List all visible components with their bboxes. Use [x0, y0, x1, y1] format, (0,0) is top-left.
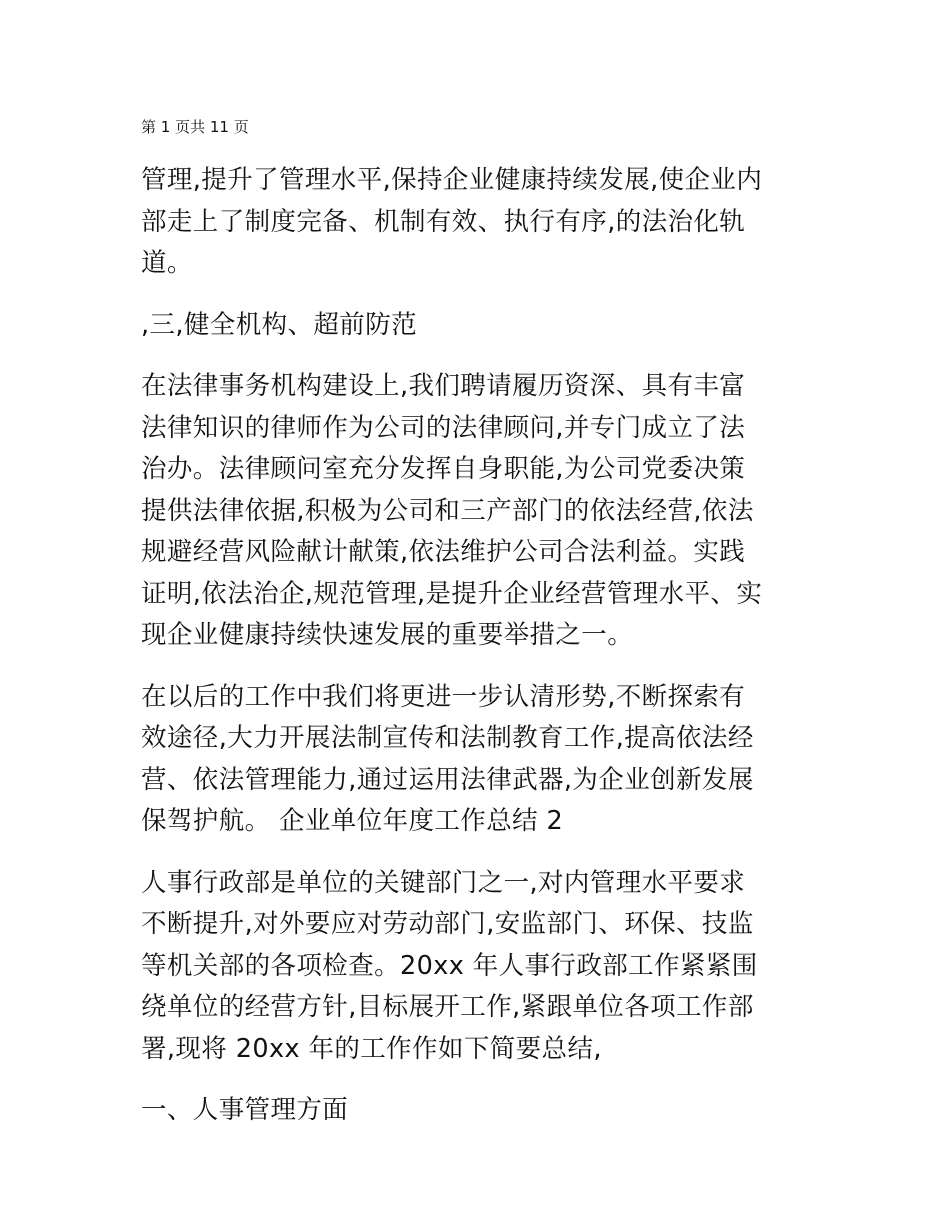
text-line: 提供法律依据,积极为公司和三产部门的依法经营,依法: [141, 495, 754, 526]
text-line: 保驾护航。 企业单位年度工作总结 2: [141, 806, 564, 836]
text-line: 不断提升,对外要应对劳动部门,安监部门、环保、技监: [141, 909, 754, 939]
section-heading-institutions: [141, 305, 811, 347]
text-line: 规避经营风险献计献策,依法维护公司合法利益。实践: [141, 537, 746, 567]
text-line: 人事行政部是单位的关键部门之一,对内管理水平要求: [141, 867, 746, 898]
text-line: 证明,依法治企,规范管理,是提升企业经营管理水平、实: [141, 578, 763, 609]
text-line: 在以后的工作中我们将更进一步认清形势,不断探索有: [141, 681, 746, 712]
paragraph-legal-affairs: [141, 366, 811, 657]
text-line: 管理,提升了管理水平,保持企业健康持续发展,使企业内: [141, 165, 763, 195]
section-heading-hr-management: [141, 1090, 811, 1132]
text-line: 现企业健康持续快速发展的重要举措之一。: [141, 620, 634, 650]
text-line: 营、依法管理能力,通过运用法律武器,为企业创新发展: [141, 764, 754, 795]
text-line: 道。: [141, 248, 193, 278]
document-body: [141, 160, 811, 1152]
text-line: 部走上了制度完备、机制有效、执行有序,的法治化轨: [141, 206, 746, 237]
heading-text: 一、人事管理方面: [141, 1095, 349, 1125]
page-number: 第 1 页共 11 页: [141, 118, 249, 136]
text-line: 效途径,大力开展法制宣传和法制教育工作,提高依法经: [141, 723, 754, 753]
paragraph-management-summary: [141, 160, 811, 285]
text-line: 绕单位的经营方针,目标展开工作,紧跟单位各项工作部: [141, 992, 754, 1022]
paragraph-future-work: [141, 677, 811, 843]
text-line: 治办。法律顾问室充分发挥自身职能,为公司党委决策: [141, 454, 746, 484]
text-line: 法律知识的律师作为公司的法律顾问,并专门成立了法: [141, 412, 746, 443]
text-line: 等机关部的各项检查。20xx 年人事行政部工作紧紧围: [141, 950, 758, 981]
heading-text: ,三,健全机构、超前防范: [141, 309, 418, 340]
text-line: 署,现将 20xx 年的工作作如下简要总结,: [141, 1033, 602, 1064]
text-line: 在法律事务机构建设上,我们聘请履历资深、具有丰富: [141, 371, 746, 401]
paragraph-hr-department: [141, 863, 811, 1071]
